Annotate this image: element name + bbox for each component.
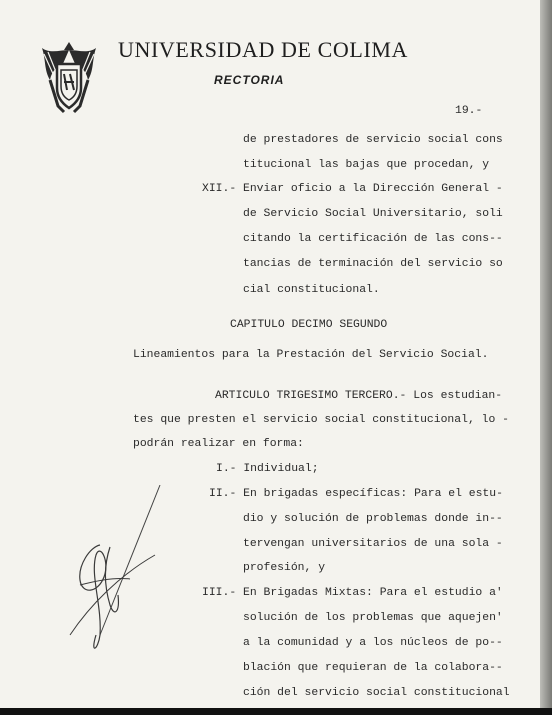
page-number: 19.- — [455, 105, 483, 117]
text-line: cial constitucional. — [243, 284, 380, 296]
text-line: de Servicio Social Universitario, soli — [243, 208, 503, 220]
handwritten-signature — [60, 485, 180, 665]
article-heading: ARTICULO TRIGESIMO TERCERO.- Los estudian- — [215, 390, 503, 402]
text-line: citando la certificación de las cons-- — [243, 233, 503, 245]
university-name: UNIVERSIDAD DE COLIMA — [118, 37, 409, 62]
list-item: II.- En brigadas específicas: Para el estu- — [209, 488, 503, 500]
list-item: I.- Individual; — [216, 463, 319, 475]
text-line: solución de los problemas que aquejen' — [243, 612, 503, 624]
text-line: titucional las bajas que procedan, y — [243, 159, 490, 171]
scan-edge — [540, 0, 552, 715]
text-line: tancias de terminación del servicio so — [243, 258, 503, 270]
chapter-heading: CAPITULO DECIMO SEGUNDO — [230, 319, 388, 331]
text-line: tervengan universitarios de una sola - — [243, 538, 503, 550]
text-line: tes que presten el servicio social constitucional, lo - — [133, 414, 509, 426]
text-line: blación que requieran de la colabora-- — [243, 662, 503, 674]
text-line: ción del servicio social constitucional — [243, 687, 510, 699]
text-line: XII.- Enviar oficio a la Dirección General - — [202, 183, 503, 195]
text-line: de prestadores de servicio social cons — [243, 134, 503, 146]
department-name: RECTORIA — [214, 73, 285, 87]
list-item: III.- En Brigadas Mixtas: Para el estudio a' — [202, 587, 503, 599]
scan-bottom-edge — [0, 708, 552, 715]
text-line: a la comunidad y a los núcleos de po-- — [243, 637, 503, 649]
text-line: profesión, y — [243, 562, 326, 574]
text-line: podrán realizar en forma: — [133, 438, 304, 450]
university-crest-icon — [40, 40, 98, 114]
section-heading: Lineamientos para la Prestación del Servicio Social. — [133, 349, 489, 361]
text-line: dio y solución de problemas donde in-- — [243, 513, 503, 525]
